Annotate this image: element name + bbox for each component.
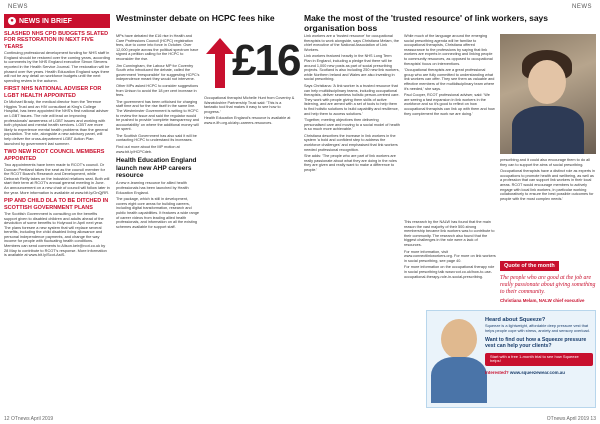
- article-paragraph: A new e-learning resource for allied health professionals has been launched by Health Education England.: [116, 181, 189, 195]
- squeeze-advert[interactable]: [426, 310, 596, 408]
- fee-rise-amount: £16: [232, 36, 300, 85]
- right-page: [304, 13, 596, 422]
- fee-rise-graphic: [204, 34, 300, 90]
- ahp-article-title: Health Education England launch new AHP careers resource: [116, 157, 197, 180]
- ad-url-link[interactable]: www.squeezewear.com.au: [509, 370, 565, 376]
- article-column-1: [304, 34, 400, 175]
- section-header-left: NEWS: [8, 4, 28, 10]
- article-paragraph: Paul Cooper, RCOT professional adviser, said: 'We are seeing a fast expansion in link workers in the workforce and so it's good to reflect on how occupational therapists can link up with them and how they complement the work we are doing.': [404, 93, 495, 116]
- hcpc-article-title: Westminster debate on HCPC fees hike: [116, 13, 275, 23]
- quote-attribution: Christiana Melam, NALW chief executive: [500, 298, 585, 303]
- brief-story: [4, 86, 110, 146]
- brief-story-title: PIP AND CHILD DLA TO BE DITCHED IN SCOTTISH GOVERNMENT PLANS: [4, 198, 109, 211]
- ad-child-body: [431, 357, 487, 403]
- ad-description: Squeeze is a lightweight, affordable deep pressure vest that helps people cope with stress, anxiety and sensory overload.: [485, 323, 590, 333]
- article-paragraph: MPs have debated the £16 rise in Health and Care Professions Council (HCPC) registration fees, due to come into force in October. Over 12,000 people across the political spectrum have signed a petition calling for the HCPC to reconsider the rise.: [116, 34, 199, 61]
- brief-story: [4, 198, 110, 258]
- article-paragraph: This research by the NALW has found that the main reason the vast majority of their 500-strong membership became link workers was to contribute to their community. The research also found that the biggest challenges in the role were a lack of resources.: [404, 220, 495, 247]
- article-paragraph: Link workers are a 'trusted resource' for occupational therapists to work alongside, says Christiana Melam, the chief executive of the National Association of Link Workers.: [304, 34, 399, 52]
- news-in-brief-sidebar: [4, 14, 110, 410]
- ad-interested-label: Interested?: [485, 370, 509, 376]
- article-paragraph: Occupational therapist Michelle Hunt from Coventry & Warwickshire Partnership Trust said: 'This is a fantastic tool that makes it easy to see how to progress.': [204, 96, 295, 114]
- article-column-3: [500, 158, 596, 203]
- article-paragraph: She adds: 'The people who are part of link workers are really passionate about what they are doing in the roles they are given and really want to make a difference to people.': [304, 154, 397, 173]
- article-paragraph: Christiana describes the increase in link workers in the system 'a bold and confident step to address the workforce challenges' and emphasised that link workers needed professional recognition.: [304, 133, 398, 152]
- brief-story-title: FIRST NHS NATIONAL ADVISER FOR LGBT HEALTH APPOINTED: [4, 86, 102, 99]
- christiana-melam-photo: [500, 34, 596, 154]
- article-paragraph: The package, which is still in development, covers eight core areas for building careers, including digital transformation, research and public health capabilities. It features a wide range of career videos from leading allied health professionals, and information on all the existing schemes available for support staff.: [116, 197, 199, 229]
- article-column-2: [404, 34, 496, 118]
- brief-story-title: SLASHED NHS CPD BUDGETS SLATED FOR RESTORATION IN NEXT FIVE YEARS: [4, 31, 109, 50]
- news-in-brief-header: [4, 14, 110, 28]
- brief-story-body: Dr Michael Brady, the medical director from the Terrence Higgins Trust and an HIV consultant at King's College Hospital, has been appointed the NHS's first national adviser on LGBT issues. The role will lead on improving professionals' awareness of LGBT issues and working with both physical and mental health services. LGBT are more likely to experience mental health problems than the general population. The role, alongside a new advisory panel, will help deliver the cross-department LGBT Action Plan launched by government last summer.: [4, 99, 109, 146]
- article-paragraph: While much of the language around the emerging social prescribing agenda will be familiar to occupational therapists, Christiana offered reassurance to the professions by saying that link workers are experts in connecting and linking people to community resources, as opposed to occupational therapists' focus on interventions.: [404, 34, 493, 66]
- left-page: [4, 13, 300, 422]
- photo-body: [512, 106, 584, 154]
- article-paragraph: prescribing and it could also encourage them to do all they can to support the aims of social prescribing.: [500, 158, 590, 167]
- article-paragraph: Health Education England's resource is available at www.e-lfh.org.uk/ahp-careers-resources.: [204, 116, 291, 125]
- article-paragraph: Find out more about the MP motion at www.bit.ly/HCPCdeb.: [116, 145, 180, 154]
- article-paragraph: The Scottish Government has also said it will be contacting HCPC to understand its increases.: [116, 133, 197, 143]
- article-paragraph: Link workers featured heavily in the NHS Long Term Plan in England, including a pledge that there will be around 1,000 new posts as part of social prescribing projects. Scotland is also including 250 new link workers, while Northern Ireland and Wales are also investing in social prescribing.: [304, 54, 400, 82]
- circle-bullet-icon: ●: [8, 17, 16, 25]
- ad-footer: [485, 370, 593, 375]
- article-paragraph: For more information on the occupational therapy role in social prescribing talk www.rcot.co.uk/how-to-use-occupational-therapy-role-in-social-prescribing.: [404, 265, 495, 279]
- arrow-up-icon: [206, 38, 234, 88]
- link-workers-article-title: Make the most of the 'trusted resource' of link workers, says organisation boss: [304, 13, 549, 33]
- ad-headline: Heard about Squeeze?: [485, 317, 546, 323]
- quote-label: Quote of the month: [500, 261, 559, 271]
- article-paragraph: Other MPs asked HCPC to consider suggestions from Unison to avoid the 18 per cent increase in fees.: [116, 83, 199, 98]
- brief-story: [4, 31, 110, 83]
- hcpc-article-column: [116, 34, 200, 231]
- brief-story-body: Two appointments have been made to RCOT's council. Dr Duncan Pentland takes the seat as the council member for the RCOT Board's Research and Development, while Deborah Reilly takes on the industrial relations seat. Both will start their term at RCOT's annual general meeting in June. An announcement on a new chair of council will follow later in the year. More information is available at www.bit.ly/OnQjRR.: [4, 161, 110, 195]
- article-paragraph: For more information, visit www.connectlinkworkers.org. For more on link workers in social prescribing, see page 40.: [404, 249, 496, 263]
- quote-text: The people who are good at the job are really passionate about giving something to their community.: [500, 275, 596, 295]
- ad-child-photo: [431, 319, 487, 403]
- ad-child-head: [441, 319, 477, 359]
- brief-story: [4, 149, 110, 195]
- article-paragraph: Occupational therapists have a distinct role as experts in occupations to promote health and wellbeing, as well as a profession that can support link workers in their local areas. RCOT would encourage members to actively engage with local link workers, in particular working collaboratively to ensure the best possible outcomes for people with the most complex needs.': [500, 169, 595, 201]
- brief-story-body: Continuing professional development funding for NHS staff in England should be restored over the coming years, according to comments by the NHS England executive Simon Stevens reported in the Health Service Journal. The restoration will be phased over five years. Health Education England says there will not be any detail on workforce budgets until the next spending review in the autumn.: [4, 50, 110, 83]
- ad-content: [485, 317, 593, 375]
- page-number-left: 12 OTnews April 2019: [4, 416, 54, 422]
- article-paragraph: The government has been criticised for charging staff time and for the rise itself in the same line. The Westminster Government is writing to HCPC to review the issue and said the regulator would be pushed to provide 'complete transparency and accountability' on where the additional money will be spent.: [116, 99, 200, 132]
- news-in-brief-label: NEWS IN BRIEF: [19, 17, 72, 25]
- article-paragraph: Says Christiana: 'A link worker is a trusted resource that can help multidisciplinary teams, including occupational therapists, deliver seamless holistic person-centred care. They work with people giving them skills of active listening, and are armed with a set of tools to help them to find holistic solutions to build capability and resilience, and help them to access solutions.': [304, 83, 400, 116]
- quote-of-the-month: [500, 254, 596, 310]
- page-number-right: OTnews April 2019 13: [546, 416, 596, 422]
- section-header-right: NEWS: [572, 4, 592, 10]
- ahp-article-column: [204, 96, 296, 128]
- article-paragraph: 'Together, meeting objectives then delivering personalised care and moving to a social model of health is so much more achievable.': [304, 118, 400, 132]
- free-trial-button[interactable]: Start with a free 1-month trial to see how Squeeze helps!: [485, 353, 593, 366]
- brief-story-title: TWO NEW RCOT COUNCIL MEMBERS APPOINTED: [4, 149, 105, 162]
- article-column-2-cont: [404, 220, 496, 281]
- article-paragraph: Jim Cunningham, the Labour MP for Coventry South who introduced the debate, called the government 'irresponsible' for suggesting HCPC's independence meant they would not intervene.: [116, 63, 200, 82]
- brief-story-body: The Scottish Government is consulting on the benefits support given to disabled children and adults ahead of the devolution of some benefits to Holyrood in April next year. The plans foresee a new system that will replace several benefits, including the child disabled living allowance and personal independence payments, and change the way income for people with fluctuating health conditions. Members can send comments to Alison.keir@rcot.co.uk by 28 May to contribute to RCOT's response. More information is available at www.bit.ly/Scot-AstS.: [4, 210, 107, 258]
- article-paragraph: 'Occupational therapists are a great professional group who are fully committed to understanding what link workers can offer. They see them as valuable and effective members of the multidisciplinary team where it's needed,' she says.: [404, 68, 495, 91]
- ad-subheadline: Want to find out how a Squeeze pressure vest can help your clients?: [485, 336, 587, 349]
- photo-face: [528, 60, 566, 104]
